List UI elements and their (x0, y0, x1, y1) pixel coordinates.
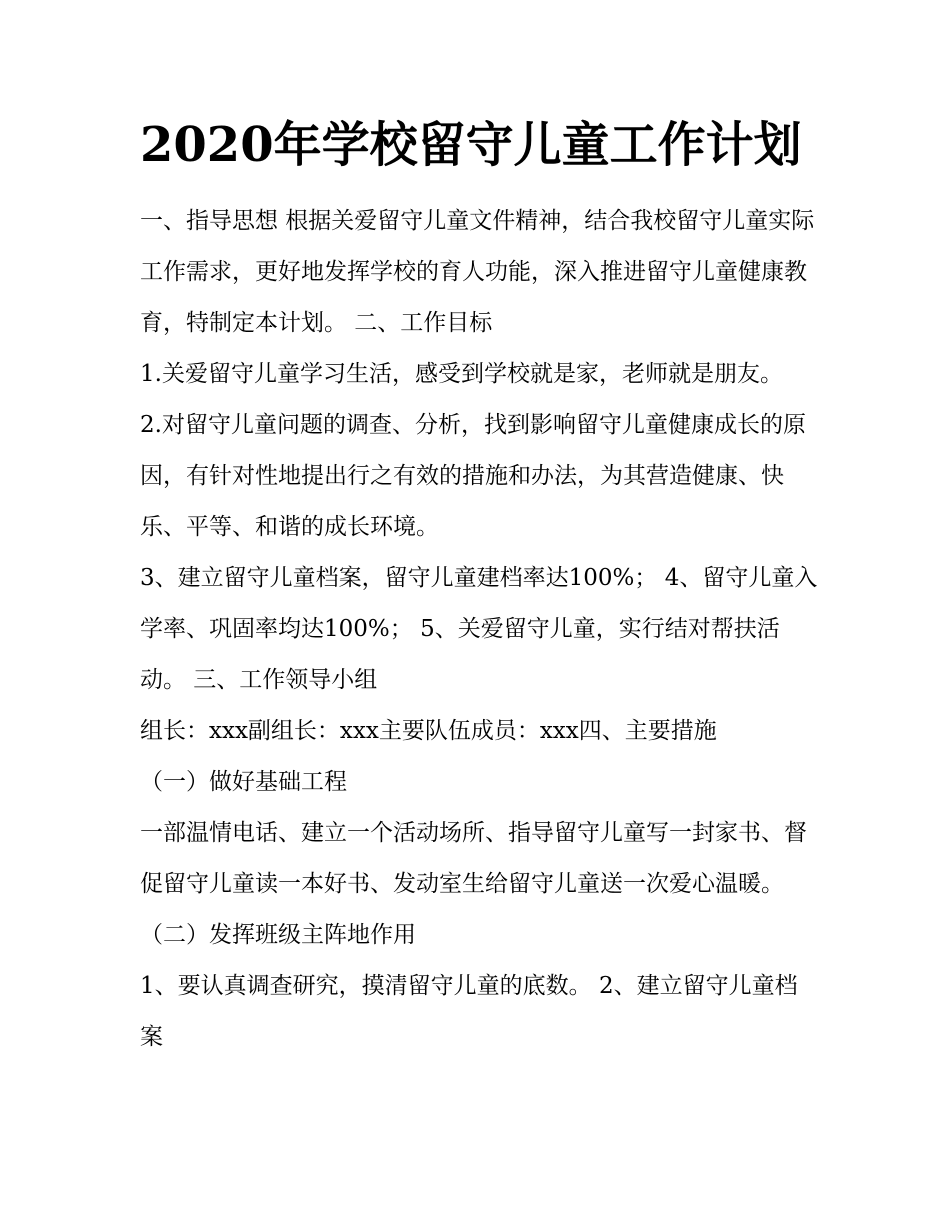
paragraph-measure-1-heading: （一）做好基础工程 (140, 769, 347, 795)
paragraph-goals-3-5: 3、建立留守儿童档案，留守儿童建档率达100%； 4、留守儿童入学率、巩固率均达100%； 5、关爱留守儿童，实行结对帮扶活动。 三、工作领导小组 (140, 565, 818, 693)
paragraph-leadership-group: 组长：xxx副组长：xxx主要队伍成员：xxx四、主要措施 (140, 718, 717, 744)
paragraph-goal-1: 1.关爱留守儿童学习生活，感受到学校就是家，老师就是朋友。 (140, 361, 783, 387)
document-body (140, 196, 820, 1063)
paragraph-measure-1-body: 一部温情电话、建立一个活动场所、指导留守儿童写一封家书、督促留守儿童读一本好书、发动室生给留守儿童送一次爱心温暖。（二）发挥班级主阵地作用 (140, 820, 807, 948)
document-title: 2020年学校留守儿童工作计划 (140, 117, 802, 173)
paragraph-guiding-ideology: 一、指导思想 根据关爱留守儿童文件精神，结合我校留守儿童实际工作需求，更好地发挥学校的育人功能，深入推进留守儿童健康教育，特制定本计划。 二、工作目标 (140, 208, 815, 336)
paragraph-measure-2-items: 1、要认真调查研究，摸清留守儿童的底数。 2、建立留守儿童档案 (140, 973, 798, 1050)
paragraph-goal-2: 2.对留守儿童问题的调查、分析，找到影响留守儿童健康成长的原因，有针对性地提出行之有效的措施和办法，为其营造健康、快乐、平等、和谐的成长环境。 (140, 412, 806, 540)
